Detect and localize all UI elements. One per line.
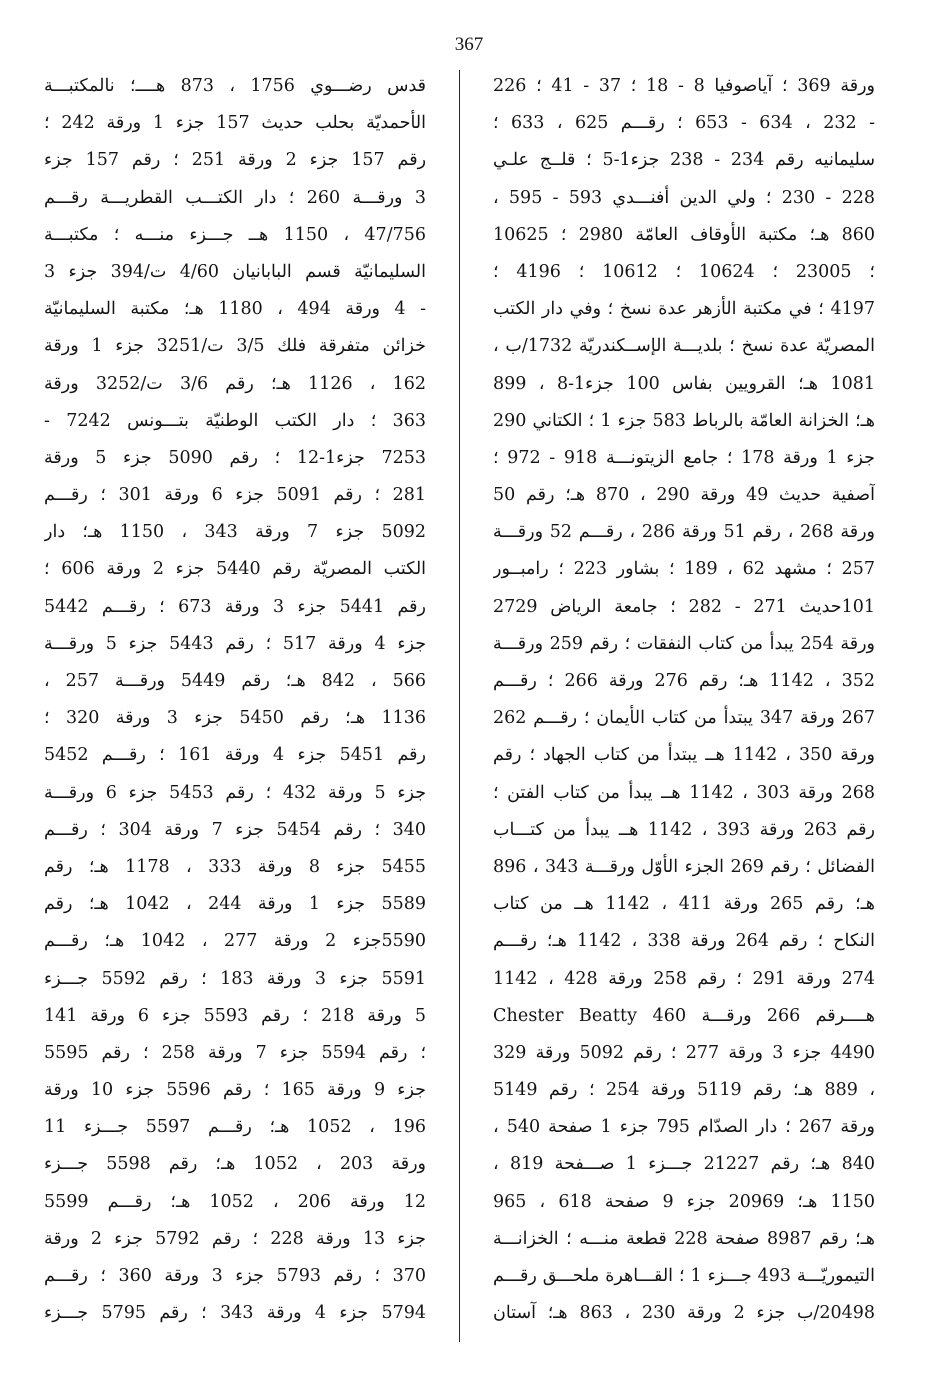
- text-line: جزء 13 ورقة 228 ؛ رقم 5792 جزء 2 ورقة: [44, 1228, 426, 1249]
- text-line: جزء 1 ورقة 178 ؛ جامع الزيتونـــة 918 - 972 ؛: [493, 447, 875, 468]
- text-line: ورقة 203 ، 1052 هـ؛ رقم 5598 جـــزء: [44, 1154, 426, 1175]
- text-line: 12 ورقة 206 ، 1052 هـ؛ رقـــم 5599: [44, 1191, 426, 1212]
- text-line: 162 ، 1126 هـ؛ رقم 3/6 ت/3252 ورقة: [44, 373, 426, 394]
- text-line: - 232 ، 634 - 653 ؛ رقـــم 625 ، 633 ؛: [493, 113, 875, 134]
- text-line: 566 ، 842 هـ؛ رقم 5449 ورقـــة 257 ،: [44, 671, 426, 691]
- text-line: 860 هـ؛ مكتبة الأوقاف العامّة 2980 ؛ 10625: [493, 224, 875, 245]
- text-line: 340 ؛ رقم 5454 جزء 7 ورقة 304 ؛ رقـــم: [44, 819, 426, 840]
- text-line: 5794 جزء 4 ورقة 343 ؛ رقم 5795 جـــزء: [44, 1303, 426, 1324]
- text-line: ورقة 254 يبدأ من كتاب النفقات ؛ رقم 259 ورقـــة: [493, 633, 875, 654]
- text-line: ورقة 268 ، رقم 51 ورقة 286 ، رقـــم 52 ورقـــة: [493, 522, 875, 543]
- text-line: 370 ؛ رقم 5793 جزء 3 ورقة 360 ؛ رقـــم: [44, 1266, 426, 1286]
- text-line: خزائن متفرقة فلك 3/5 ت/3251 جزء 1 ورقة: [44, 336, 426, 357]
- text-line: 363 ؛ دار الكتب الوطنيّة بتـــونس 7242 -: [44, 410, 426, 431]
- right-text-column: [493, 68, 875, 1332]
- text-line: 5589 جزء 1 ورقة 244 ، 1042 هـ؛ رقم: [44, 894, 426, 915]
- text-line: 5 ورقة 218 ؛ رقم 5593 جزء 6 ورقة 141: [44, 1005, 426, 1026]
- text-line: جزء 9 ورقة 165 ؛ رقم 5596 جزء 10 ورقة: [44, 1080, 426, 1101]
- text-line: 274 ورقة 291 ؛ رقم 258 ورقة 428 ، 1142: [493, 968, 875, 989]
- text-line: السليمانيّة قسم البابانيان 4/60 ت/394 جزء 3: [44, 261, 426, 282]
- text-line: ، 889 هـ؛ رقم 5119 ورقة 254 ؛ رقم 5149: [493, 1080, 875, 1101]
- text-line: التيموريّـــة 493 جـــزء 1 ؛ القـــاهرة ملحـــق رقـــم: [493, 1266, 875, 1286]
- text-line: 20498/ب جزء 2 ورقة 230 ، 863 هـ؛ آستان: [493, 1303, 875, 1324]
- text-line: 840 هـ؛ رقم 21227 جـــزء 1 صـــفحة 819 ،: [493, 1154, 875, 1175]
- page-number: 367: [454, 34, 484, 55]
- text-line: - 4 ورقة 494 ، 1180 هـ؛ مكتبة السليمانيّة: [44, 299, 426, 320]
- text-line: 7253 جزء1-12 ؛ رقم 5090 جزء 5 ورقة: [44, 447, 426, 468]
- text-line: 4197 ؛ في مكتبة الأزهر عدة نسخ ؛ وفي دار الكتب: [493, 299, 875, 320]
- text-line: 5455 جزء 8 ورقة 333 ، 1178 هـ؛ رقم: [44, 856, 426, 877]
- text-line: ورقة 350 ، 1142 هــ يبتدأ من كتاب الجهاد ؛ رقم: [493, 745, 875, 766]
- text-line: ورقة 267 ؛ دار الصدّام 795 جزء 1 صفحة 540 ،: [493, 1117, 875, 1138]
- text-line: 101حديث 271 - 282 ؛ جامعة الرياض 2729: [493, 596, 875, 617]
- left-text-column: [44, 68, 426, 1332]
- text-line: هـ؛ رقم 265 ورقة 411 ، 1142 هــ من كتاب: [493, 894, 875, 915]
- text-line: هـ؛ الخزانة العامّة بالرباط 583 جزء 1 ؛ الكتاني 290: [493, 410, 875, 431]
- text-line: هــــرقم 266 ورقـــة Chester Beatty 460: [493, 1005, 875, 1026]
- text-line: جزء 5 ورقة 432 ؛ رقم 5453 جزء 6 ورقـــة: [44, 782, 426, 803]
- text-line: المصريّة عدة نسخ ؛ بلديـــة الإســكندريّة 1732/ب ،: [493, 336, 875, 357]
- text-line: رقم 5451 جزء 4 ورقة 161 ؛ رقـــم 5452: [44, 745, 426, 766]
- text-line: 267 ورقة 347 يبتدأ من كتاب الأيمان ؛ رقـــم 262: [493, 708, 875, 729]
- text-line: رقم 263 ورقة 393 ، 1142 هــ يبدأ من كتـــاب: [493, 819, 875, 840]
- text-line: 228 - 230 ؛ ولي الدين أفنـــدي 593 - 595 ،: [493, 187, 875, 208]
- text-line: 196 ، 1052 هـ؛ رقـــم 5597 جـــزء 11: [44, 1117, 426, 1138]
- text-line: 1150 هـ؛ 20969 جزء 9 صفحة 618 ، 965: [493, 1191, 875, 1212]
- text-line: 268 ورقة 303 ، 1142 هــ يبدأ من كتاب الفتن ؛: [493, 782, 875, 803]
- text-line: 1081 هـ؛ القرويين بفاس 100 جزء1-8 ، 899: [493, 373, 875, 394]
- text-line: 4490 جزء 3 ورقة 277 ؛ رقم 5092 ورقة 329: [493, 1042, 875, 1063]
- text-line: رقم 157 جزء 2 ورقة 251 ؛ رقم 157 جزء: [44, 150, 426, 171]
- text-line: 5092 جزء 7 ورقة 343 ، 1150 هـ؛ دار: [44, 522, 426, 543]
- text-line: ؛ 23005 ؛ 10624 ؛ 10612 ؛ 4196 ؛: [493, 261, 875, 282]
- column-divider: [459, 70, 460, 1342]
- text-line: 5590جزء 2 ورقة 277 ، 1042 هـ؛ رقـــم: [44, 931, 426, 952]
- text-line: 3 ورقـــة 260 ؛ دار الكتـــب القطريـــة رقـــم: [44, 187, 426, 208]
- text-line: الكتب المصريّة رقم 5440 جزء 2 ورقة 606 ؛: [44, 559, 426, 580]
- text-line: 257 ؛ مشهد 62 ، 189 ؛ بشاور 223 ؛ رامبــور: [493, 559, 875, 580]
- text-line: 5591 جزء 3 ورقة 183 ؛ رقم 5592 جـــزء: [44, 968, 426, 989]
- text-line: 47/756 ، 1150 هــ جـــزء منـــه ؛ مكتبـــة: [44, 224, 426, 245]
- text-line: هـ؛ رقم 8987 صفحة 228 قطعة منـــه ؛ الخزانـــة: [493, 1228, 875, 1249]
- text-line: رقم 5441 جزء 3 ورقة 673 ؛ رقـــم 5442: [44, 596, 426, 617]
- text-line: سليمانيه رقم 234 - 238 جزء1-5 ؛ قلــج علـي: [493, 150, 875, 171]
- text-line: قدس رضـــوي 1756 ، 873 هــــ؛ نالمكتبـــة: [44, 76, 426, 96]
- text-line: آصفية حديث 49 ورقة 290 ، 870 هـ؛ رقم 50: [493, 485, 875, 506]
- text-line: جزء 4 ورقة 517 ؛ رقم 5443 جزء 5 ورقـــة: [44, 633, 426, 654]
- text-line: الفضائل ؛ رقم 269 الجزء الأوّل ورقـــة 343 ، 896: [493, 856, 875, 877]
- text-line: 1136 هـ؛ رقم 5450 جزء 3 ورقة 320 ؛: [44, 708, 426, 729]
- text-line: ؛ رقم 5594 جزء 7 ورقة 258 ؛ رقم 5595: [44, 1042, 426, 1063]
- text-line: 281 ؛ رقم 5091 جزء 6 ورقة 301 ؛ رقـــم: [44, 485, 426, 506]
- text-line: ورقة 369 ؛ آياصوفيا 8 - 18 ؛ 37 - 41 ؛ 226: [493, 76, 875, 96]
- text-line: 352 ، 1142 هـ؛ رقم 276 ورقة 266 ؛ رقـــم: [493, 671, 875, 691]
- text-line: الأحمديّة بحلب حديث 157 جزء 1 ورقة 242 ؛: [44, 113, 426, 134]
- text-line: النكاح ؛ رقم 264 ورقة 338 ، 1142 هـ؛ رقـــم: [493, 931, 875, 952]
